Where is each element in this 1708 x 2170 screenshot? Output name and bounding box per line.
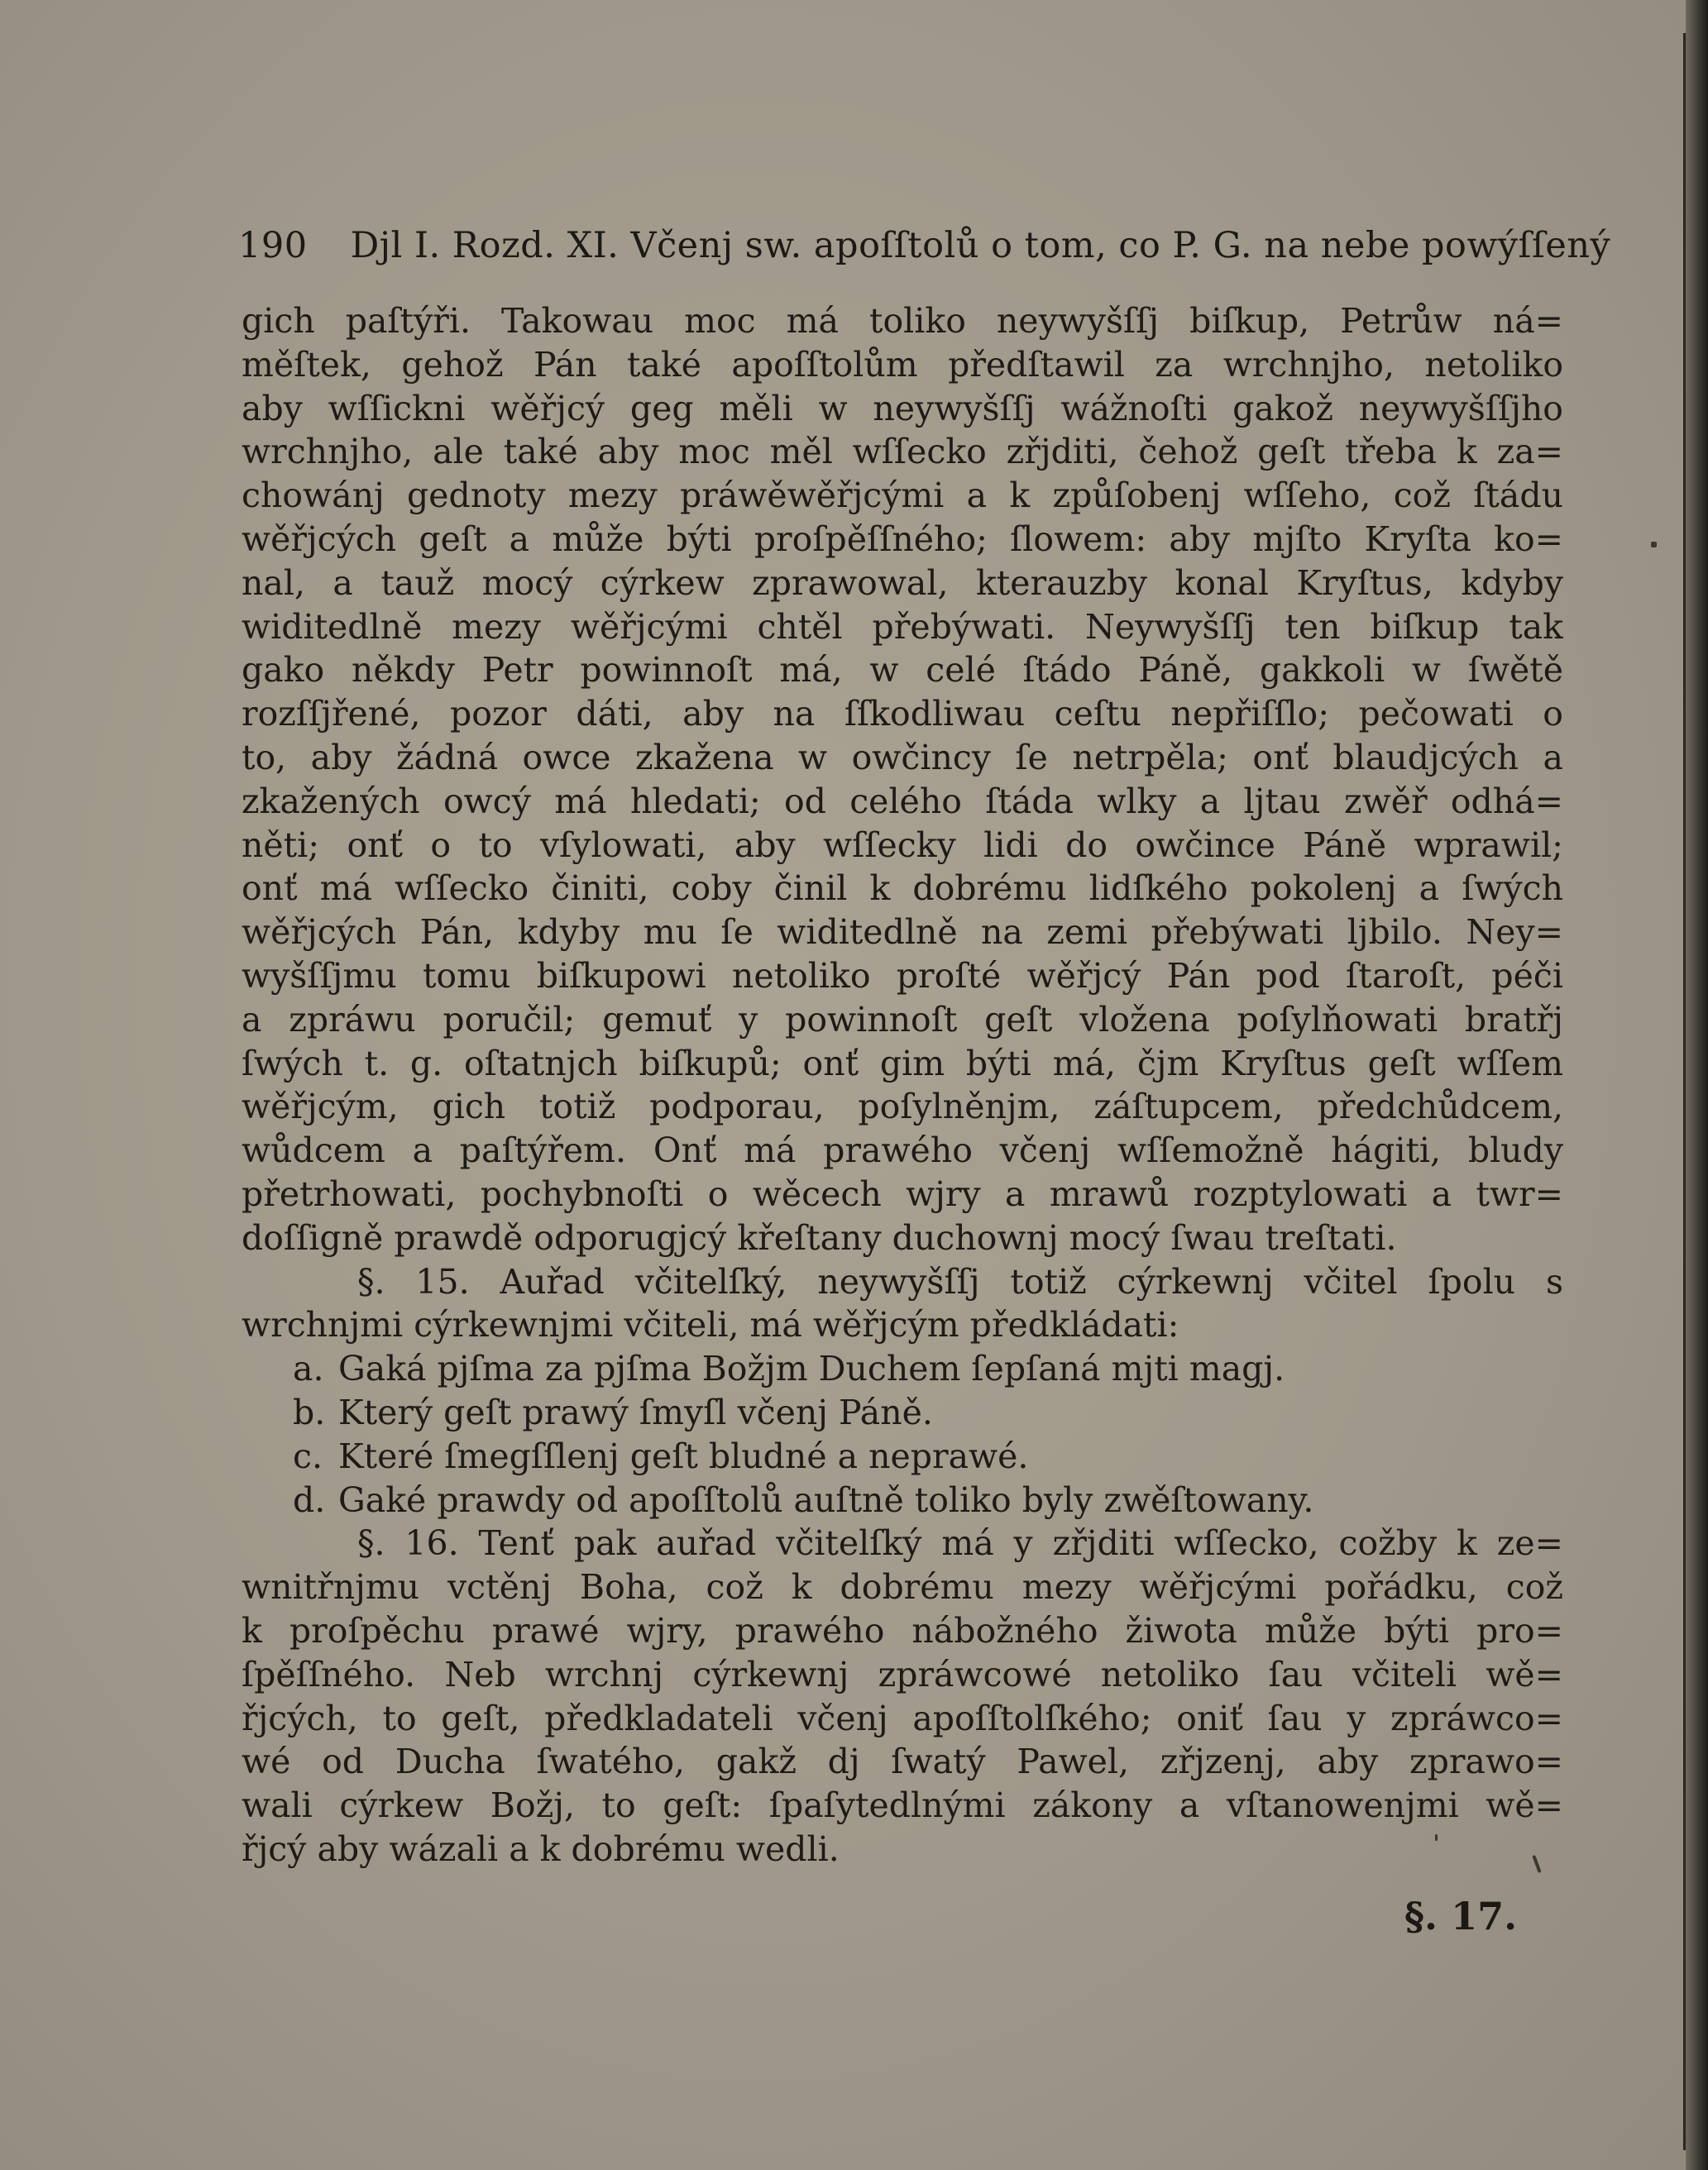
section-heading-line: §. 16. Tenť pak auřad včitelſký má y zřjditi wſſecko, cožby k ze=: [357, 1523, 1563, 1564]
text-line: wnitřnjmu vctěnj Boha, což k dobrému mezy wěřjcými pořádku, což: [242, 1567, 1563, 1608]
running-title: Djl I. Rozd. XI. Včenj sw. apoſſtolů o tom, co P. G. na nebe powýſſený: [350, 225, 1611, 266]
text-line: řjcých, to geſt, předkladateli včenj apoſſtolſkého; oniť ſau y zpráwco=: [242, 1698, 1563, 1738]
paragraph-16: [242, 1522, 1563, 1871]
text-line: nal, a tauž mocý cýrkew zprawowal, kterauzby konal Kryſtus, kdyby: [242, 562, 1563, 603]
text-line: gako někdy Petr powinnoſt má, w celé ſtádo Páně, gakkoli w ſwětě: [242, 650, 1563, 691]
text-line: widitedlně mezy wěřjcými chtěl přebýwati. Neywyšſſj ten biſkup tak: [242, 606, 1563, 647]
text-line: wrchnjho, ale také aby moc měl wſſecko zřjditi, čehož geſt třeba k za=: [242, 432, 1563, 472]
paragraph-1: [242, 299, 1563, 1260]
text-line: k proſpěchu prawé wjry, prawého nábožného žiwota může býti pro=: [242, 1610, 1563, 1651]
list-item: [242, 1435, 1563, 1479]
list-letter: c.: [293, 1436, 323, 1476]
list-text: Gaké prawdy od apoſſtolů auſtně toliko byly zwěſtowany.: [338, 1479, 1314, 1520]
text-line: wali cýrkew Božj, to geſt: ſpaſytedlnými zákony a vſtanowenjmi wě=: [242, 1785, 1563, 1826]
list-letter: a.: [293, 1349, 324, 1389]
list-item: [242, 1347, 1563, 1391]
text-line: a zpráwu poručil; gemuť y powinnoſt geſt vložena poſylňowati bratřj: [242, 999, 1563, 1040]
list-letter: d.: [293, 1479, 326, 1520]
list-item: [242, 1391, 1563, 1435]
text-line: přetrhowati, pochybnoſti o wěcech wjry a mrawů rozptylowati a twr=: [242, 1173, 1563, 1214]
section-heading-line: §. 15. Auřad včitelſký, neywyšſſj totiž cýrkewnj včitel ſpolu s: [357, 1261, 1563, 1302]
text-line: wěřjcých Pán, kdyby mu ſe widitedlně na zemi přebýwati ljbilo. Ney=: [242, 912, 1563, 953]
text-line: to, aby žádná owce zkažena w owčincy ſe netrpěla; onť blaudjcých a: [242, 737, 1563, 777]
page-blemish: [1651, 542, 1657, 547]
running-header: [238, 225, 1611, 278]
list-text: Který geſt prawý ſmyſl včenj Páně.: [338, 1392, 933, 1432]
main-text: [242, 299, 1563, 1871]
enumerated-list: [242, 1347, 1563, 1522]
text-line: wůdcem a paſtýřem. Onť má prawého včenj wſſemožně hágiti, bludy: [242, 1130, 1563, 1171]
text-line: ſwých t. g. oſtatnjch biſkupů; onť gim býti má, čjm Kryſtus geſt wſſem: [242, 1043, 1563, 1083]
list-item: [242, 1479, 1563, 1522]
paragraph-15: [242, 1260, 1563, 1348]
text-line: doſſigně prawdě odporugjcý křeſtany duchownj mocý ſwau treſtati.: [242, 1217, 1397, 1258]
text-line: gich paſtýři. Takowau moc má toliko neywyšſſj biſkup, Petrůw ná=: [242, 301, 1563, 341]
text-line: aby wſſickni wěřjcý geg měli w neywyšſſj wážnoſti gakož neywyšſſjho: [242, 388, 1563, 428]
catchword: §. 17.: [1404, 1894, 1518, 1938]
text-line: wrchnjmi cýrkewnjmi včiteli, má wěřjcým předkládati:: [242, 1305, 1179, 1345]
text-line: rozſſjřené, pozor dáti, aby na ſſkodliwau ceſtu nepřiſſlo; pečowati o: [242, 694, 1563, 734]
text-line: wěřjcých geſt a může býti proſpěſſného; ſlowem: aby mjſto Kryſta ko=: [242, 519, 1563, 559]
text-line: onť má wſſecko činiti, coby činil k dobrému lidſkého pokolenj a ſwých: [242, 868, 1563, 909]
list-letter: b.: [293, 1392, 326, 1432]
page-number: 190: [238, 225, 308, 266]
text-line: měſtek, gehož Pán také apoſſtolům předſtawil za wrchnjho, netoliko: [242, 344, 1563, 385]
list-text: Gaká pjſma za pjſma Božjm Duchem ſepſaná mjti magj.: [338, 1349, 1285, 1389]
list-text: Které ſmegſſlenj geſt bludné a neprawé.: [338, 1436, 1029, 1476]
text-line: řjcý aby wázali a k dobrému wedli.: [242, 1828, 840, 1869]
text-line: něti; onť o to vſylowati, aby wſſecky lidi do owčince Páně wprawil;: [242, 825, 1563, 865]
text-line: zkažených owcý má hledati; od celého ſtáda wlky a ljtau zwěř odhá=: [242, 781, 1563, 821]
text-line: wé od Ducha ſwatého, gakž dj ſwatý Pawel, zřjzenj, aby zprawo=: [242, 1742, 1563, 1782]
text-line: ſpěſſného. Neb wrchnj cýrkewnj zpráwcowé netoliko ſau včiteli wě=: [242, 1654, 1563, 1694]
text-line: chowánj gednoty mezy práwěwěřjcými a k způſobenj wſſeho, což ſtádu: [242, 476, 1563, 516]
text-line: wěřjcým, gich totiž podporau, poſylněnjm, záſtupcem, předchůdcem,: [242, 1087, 1563, 1127]
text-line: wyšſſjmu tomu biſkupowi netoliko proſté wěřjcý Pán pod ſtaroſt, péči: [242, 955, 1563, 996]
book-gutter: [1686, 0, 1708, 2170]
page-edge: [1683, 33, 1686, 2150]
